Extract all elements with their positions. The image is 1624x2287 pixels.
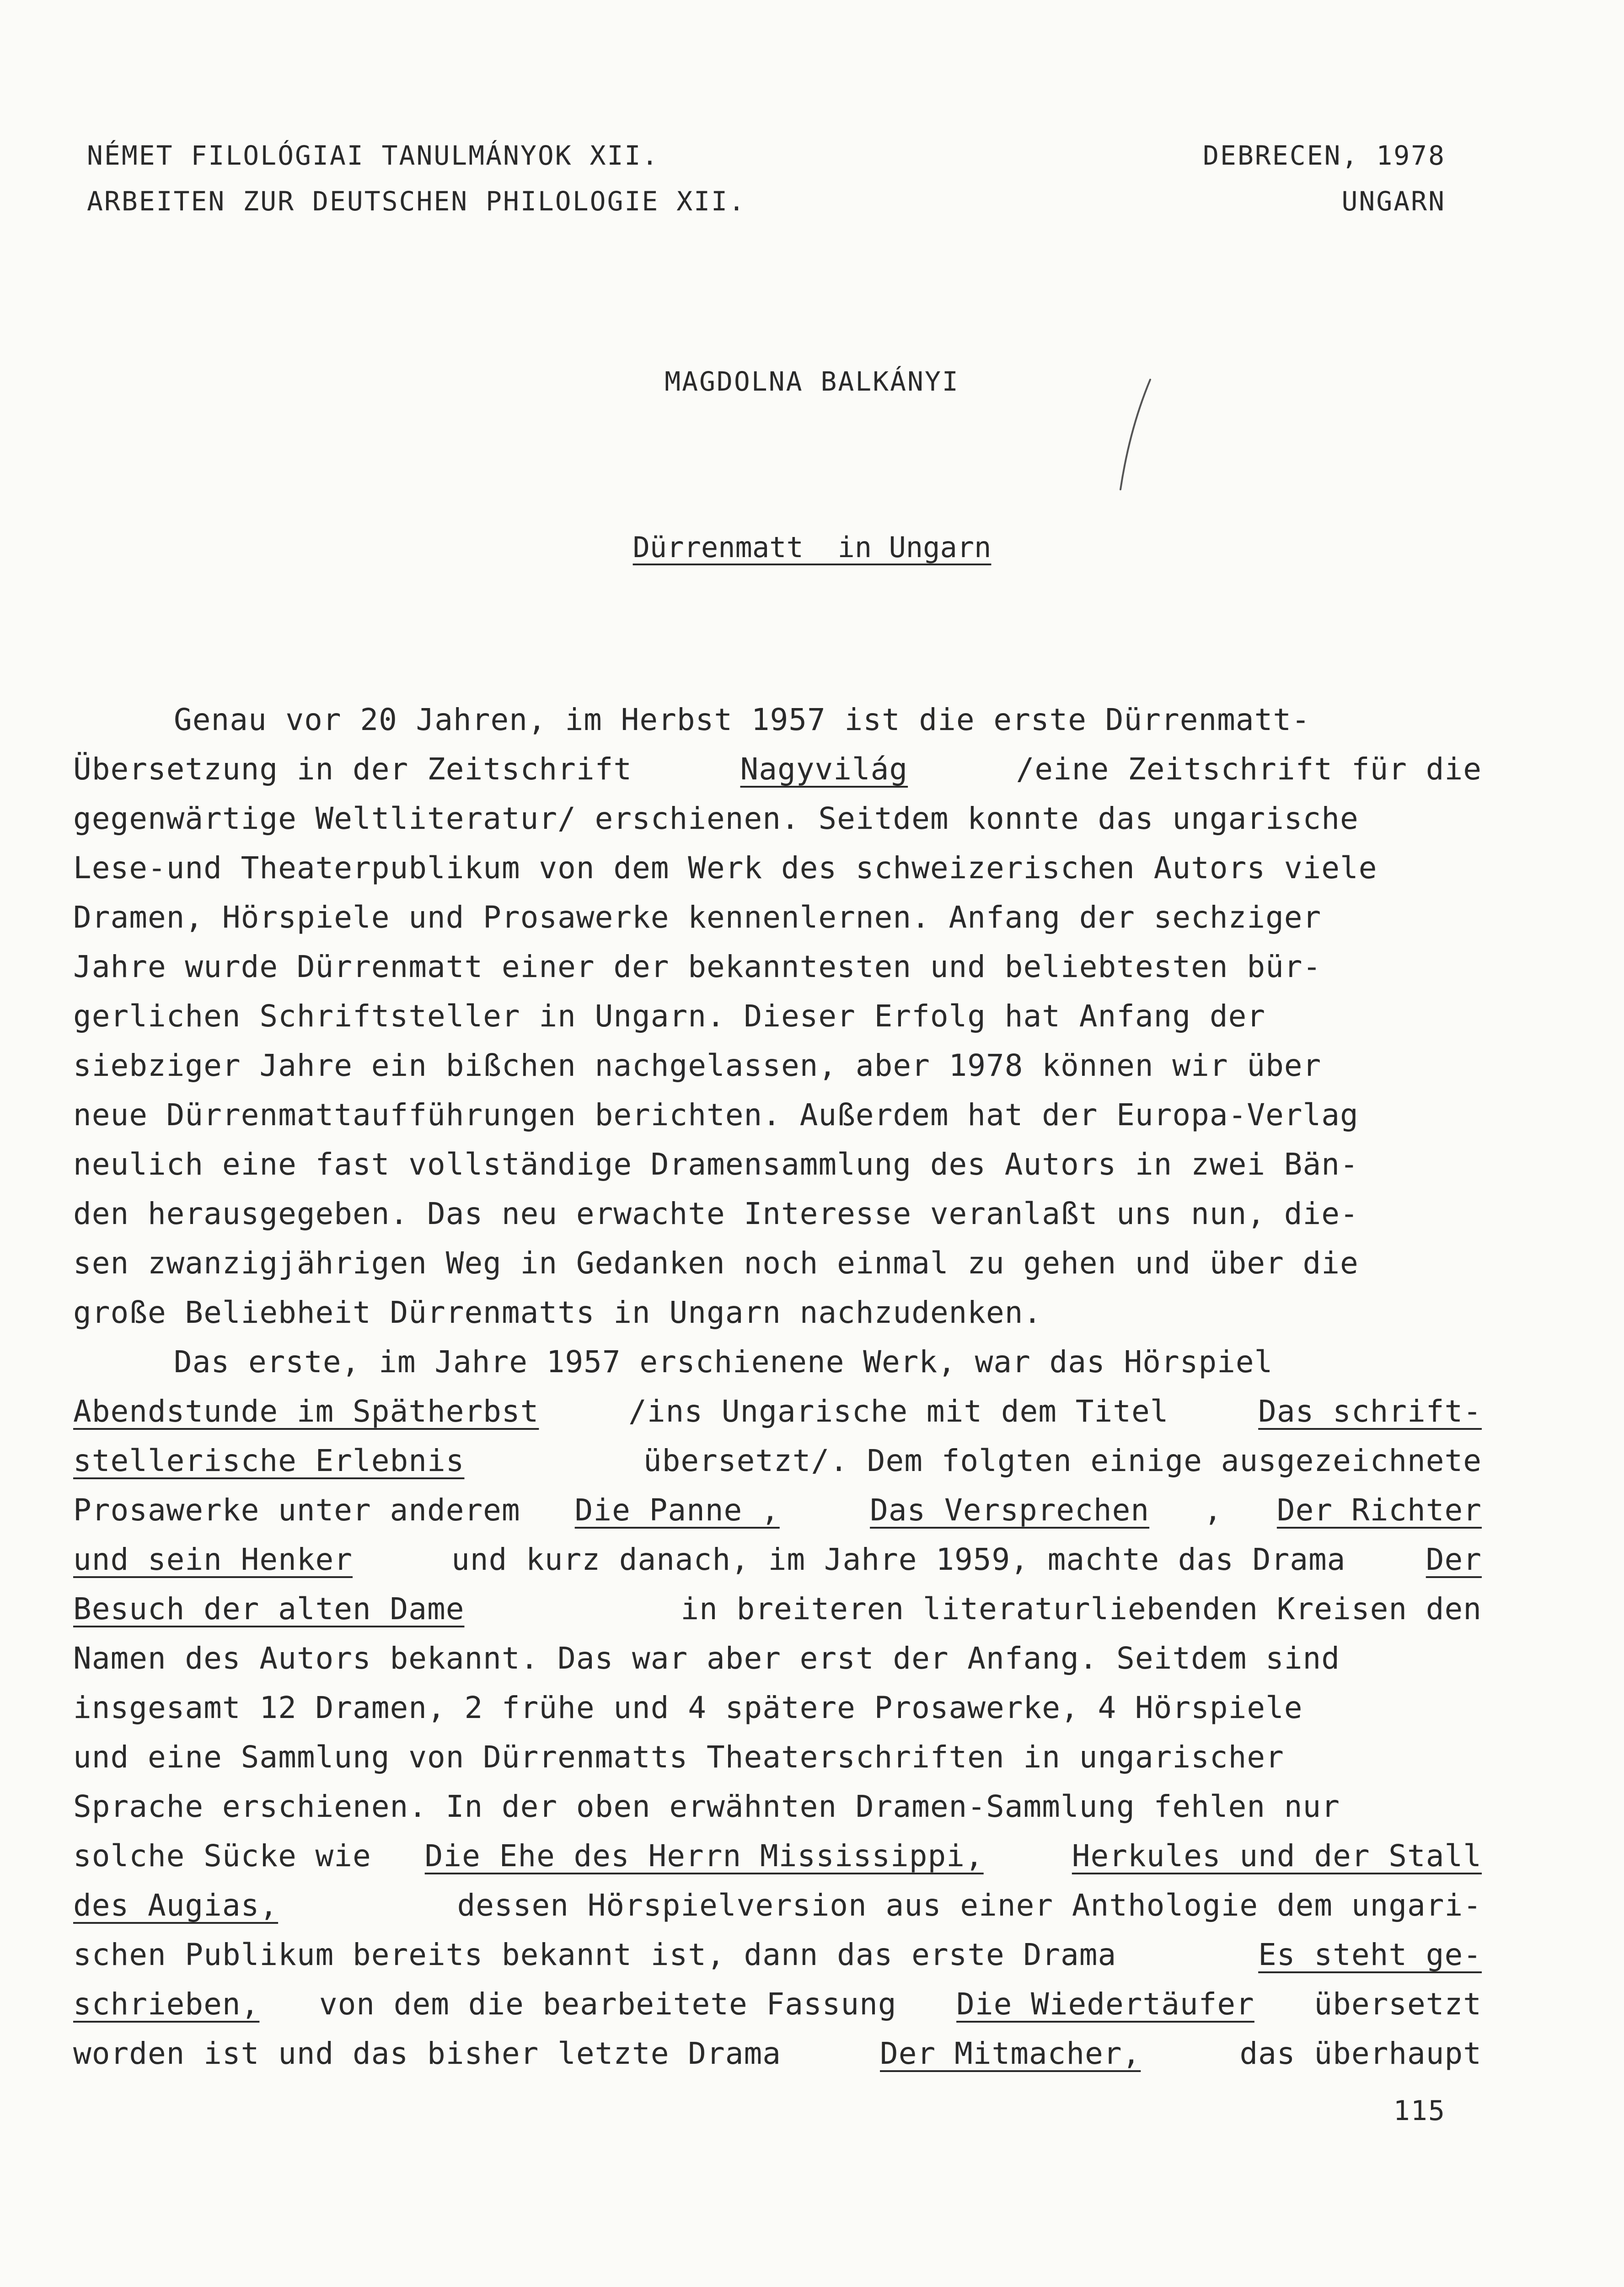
text-line: Jahre wurde Dürrenmatt einer der bekanntesten und beliebtesten bür- — [73, 949, 1322, 984]
article-title — [0, 531, 1624, 564]
underlined-title: Besuch der alten Dame — [73, 1591, 465, 1627]
author-name: MAGDOLNA BALKÁNYI — [665, 366, 959, 397]
text-line: große Beliebheit Dürrenmatts in Ungarn nachzudenken. — [73, 1295, 1042, 1330]
text-line: worden ist und das bisher letzte Drama Der Mitmacher, das überhaupt — [73, 2029, 1482, 2078]
text-line: gegenwärtige Weltliteratur/ erschienen. Seitdem konnte das ungarische — [73, 801, 1359, 836]
underlined-title: Die Ehe des Herrn Mississippi, — [424, 1838, 984, 1874]
body-text — [73, 695, 1482, 2078]
text-line: neue Dürrenmattaufführungen berichten. Außerdem hat der Europa-Verlag — [73, 1097, 1359, 1133]
text-line: des Augias, dessen Hörspielversion aus einer Anthologie dem ungari- — [73, 1881, 1482, 1930]
text-line: schrieben, von dem die bearbeitete Fassung Die Wiedertäufer übersetzt — [73, 1980, 1482, 2029]
text-line: solche Sücke wie Die Ehe des Herrn Mississippi, Herkules und der Stall — [73, 1831, 1482, 1881]
underlined-title: des Augias, — [73, 1888, 279, 1923]
text-line: Abendstunde im Spätherbst /ins Ungarische mit dem Titel Das schrift- — [73, 1387, 1482, 1436]
underlined-title: Es steht ge- — [1258, 1937, 1482, 1972]
text-line: Das erste, im Jahre 1957 erschienene Werk, war das Hörspiel — [174, 1344, 1273, 1380]
text-line: gerlichen Schriftsteller in Ungarn. Dieser Erfolg hat Anfang der — [73, 999, 1266, 1034]
text-line: insgesamt 12 Dramen, 2 frühe und 4 spätere Prosawerke, 4 Hörspiele — [73, 1690, 1303, 1725]
pencil-mark-icon — [1107, 375, 1162, 494]
text-line: Namen des Autors bekannt. Das war aber erst der Anfang. Seitdem sind — [73, 1641, 1340, 1676]
underlined-title: stellerische Erlebnis — [73, 1443, 465, 1478]
article-title-text: Dürrenmatt in Ungarn — [632, 531, 992, 564]
underlined-title: Die Wiedertäufer — [956, 1986, 1254, 2022]
place-date: DEBRECEN, 1978 — [1203, 140, 1446, 171]
underlined-title: Das schrift- — [1258, 1394, 1482, 1429]
text-line: neulich eine fast vollständige Dramensammlung des Autors in zwei Bän- — [73, 1147, 1359, 1182]
text-line: Genau vor 20 Jahren, im Herbst 1957 ist die erste Dürrenmatt- — [174, 702, 1310, 737]
underlined-title: und sein Henker — [73, 1542, 353, 1577]
underlined-title: Der — [1426, 1542, 1482, 1577]
text-line: Dramen, Hörspiele und Prosawerke kennenlernen. Anfang der sechziger — [73, 900, 1322, 935]
underlined-title: Der Mitmacher, — [880, 2036, 1141, 2071]
text-line: schen Publikum bereits bekannt ist, dann das erste Drama Es steht ge- — [73, 1930, 1482, 1980]
underlined-title: Das Versprechen — [870, 1492, 1150, 1528]
underlined-title: Herkules und der Stall — [1072, 1838, 1482, 1874]
text-line: Übersetzung in der Zeitschrift Nagyvilág /eine Zeitschrift für die — [73, 745, 1482, 794]
series-title-hungarian: NÉMET FILOLÓGIAI TANULMÁNYOK XII. — [87, 140, 659, 171]
underlined-title: Die Panne , — [574, 1492, 780, 1528]
text-line: stellerische Erlebnis übersetzt/. Dem folgten einige ausgezeichnete — [73, 1436, 1482, 1486]
text-line: Prosawerke unter anderem Die Panne , Das Versprechen , Der Richter — [73, 1486, 1482, 1535]
text-line: und eine Sammlung von Dürrenmatts Theaterschriften in ungarischer — [73, 1739, 1284, 1775]
text-line: und sein Henker und kurz danach, im Jahre 1959, machte das Drama Der — [73, 1535, 1482, 1584]
text-line: Lese-und Theaterpublikum von dem Werk des schweizerischen Autors viele — [73, 850, 1377, 886]
page-number: 115 — [1393, 2095, 1446, 2127]
text-line: Sprache erschienen. In der oben erwähnten Dramen-Sammlung fehlen nur — [73, 1789, 1340, 1824]
text-line: Besuch der alten Dame in breiteren literaturliebenden Kreisen den — [73, 1584, 1482, 1634]
underlined-title: Nagyvilág — [740, 752, 908, 787]
underlined-title: schrieben, — [73, 1986, 260, 2022]
series-header — [87, 133, 746, 224]
underlined-title: Der Richter — [1276, 1492, 1482, 1528]
underlined-title: Abendstunde im Spätherbst — [73, 1394, 539, 1429]
place-date-header — [1203, 133, 1446, 224]
text-line: siebziger Jahre ein bißchen nachgelassen, aber 1978 können wir über — [73, 1048, 1322, 1083]
text-line: den herausgegeben. Das neu erwachte Interesse veranlaßt uns nun, die- — [73, 1196, 1359, 1231]
text-line: sen zwanzigjährigen Weg in Gedanken noch einmal zu gehen und über die — [73, 1246, 1359, 1281]
country: UNGARN — [1341, 186, 1446, 217]
series-title-german: ARBEITEN ZUR DEUTSCHEN PHILOLOGIE XII. — [87, 186, 746, 217]
